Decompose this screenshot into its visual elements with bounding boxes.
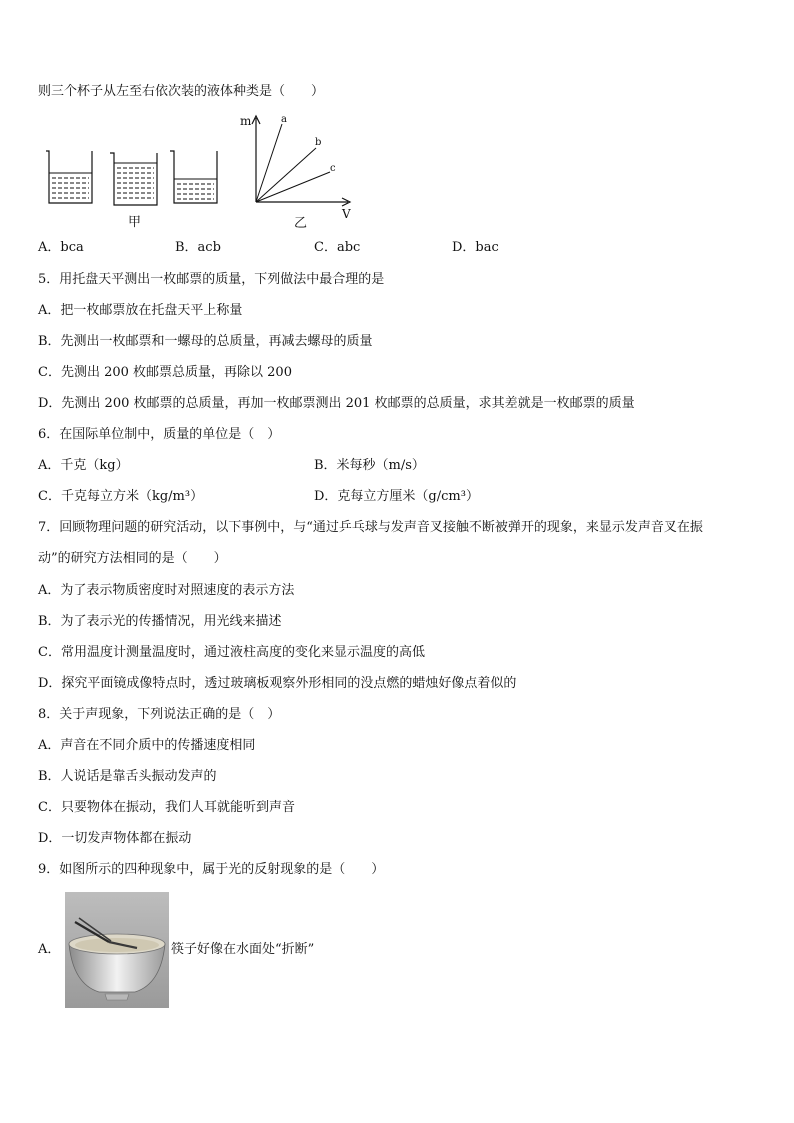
- q4-option-a: A．bca: [38, 240, 84, 255]
- q8-stem: 8．关于声现象，下列说法正确的是（ ）: [38, 707, 281, 722]
- beaker-1: [46, 151, 92, 203]
- q8-option-d: D．一切发声物体都在振动: [38, 831, 192, 846]
- fig-jia-label: 甲: [128, 215, 142, 230]
- q4-option-d: D．bac: [452, 240, 499, 255]
- q5-option-c: C．先测出 200 枚邮票总质量，再除以 200: [38, 365, 292, 380]
- q5-stem: 5．用托盘天平测出一枚邮票的质量，下列做法中最合理的是: [38, 272, 385, 287]
- q7-option-a: A．为了表示物质密度时对照速度的表示方法: [38, 583, 295, 598]
- q4-stem-tail: 则三个杯子从左至右依次装的液体种类是（ ）: [38, 84, 325, 99]
- q7-option-d: D．探究平面镜成像特点时，透过玻璃板观察外形相同的没点燃的蜡烛好像点着似的: [38, 676, 517, 691]
- q7-option-b: B．为了表示光的传播情况，用光线来描述: [38, 614, 282, 629]
- q5-option-d: D．先测出 200 枚邮票的总质量，再加一枚邮票测出 201 枚邮票的总质量，求其差就是一枚邮票的质量: [38, 396, 635, 411]
- beakers-figure: [40, 145, 225, 235]
- q6-stem: 6．在国际单位制中，质量的单位是（ ）: [38, 427, 281, 442]
- beaker-3: [170, 151, 217, 203]
- x-axis-label: V: [342, 207, 351, 221]
- q4-option-b: B．acb: [175, 240, 221, 255]
- q6-option-a: A．千克（kg）: [38, 458, 129, 473]
- mv-graph: [230, 110, 370, 235]
- line-c: [256, 172, 330, 202]
- q8-option-c: C．只要物体在振动，我们人耳就能听到声音: [38, 800, 295, 815]
- fig-yi-label: 乙: [294, 216, 308, 231]
- bowl-chopsticks-photo: [65, 892, 169, 1008]
- q6-option-d: D．克每立方厘米（g/cm³）: [314, 489, 479, 504]
- q7-option-c: C．常用温度计测量温度时，通过液柱高度的变化来显示温度的高低: [38, 645, 425, 660]
- line-c-label: c: [330, 163, 336, 174]
- q9-option-a-label: A．: [38, 942, 61, 957]
- q6-option-c: C．千克每立方米（kg/m³）: [38, 489, 204, 504]
- beaker-2: [110, 153, 157, 205]
- q8-option-b: B．人说话是靠舌头振动发声的: [38, 769, 217, 784]
- q9-option-a-text: 筷子好像在水面处“折断”: [171, 942, 315, 957]
- q5-option-a: A．把一枚邮票放在托盘天平上称量: [38, 303, 243, 318]
- line-b-label: b: [315, 137, 322, 148]
- q4-option-c: C．abc: [314, 240, 361, 255]
- y-axis-label: m: [240, 114, 252, 128]
- q6-option-b: B．米每秒（m/s）: [314, 458, 425, 473]
- q7-stem-line1: 7．回顾物理问题的研究活动，以下事例中，与“通过乒乓球与发声音叉接触不断被弹开的现象，来显示发声音叉在振: [38, 520, 703, 535]
- line-a-label: a: [281, 114, 287, 125]
- q7-stem-line2: 动”的研究方法相同的是（ ）: [38, 551, 227, 566]
- q9-stem: 9．如图所示的四种现象中，属于光的反射现象的是（ ）: [38, 862, 385, 877]
- q8-option-a: A．声音在不同介质中的传播速度相同: [38, 738, 256, 753]
- q5-option-b: B．先测出一枚邮票和一螺母的总质量，再减去螺母的质量: [38, 334, 373, 349]
